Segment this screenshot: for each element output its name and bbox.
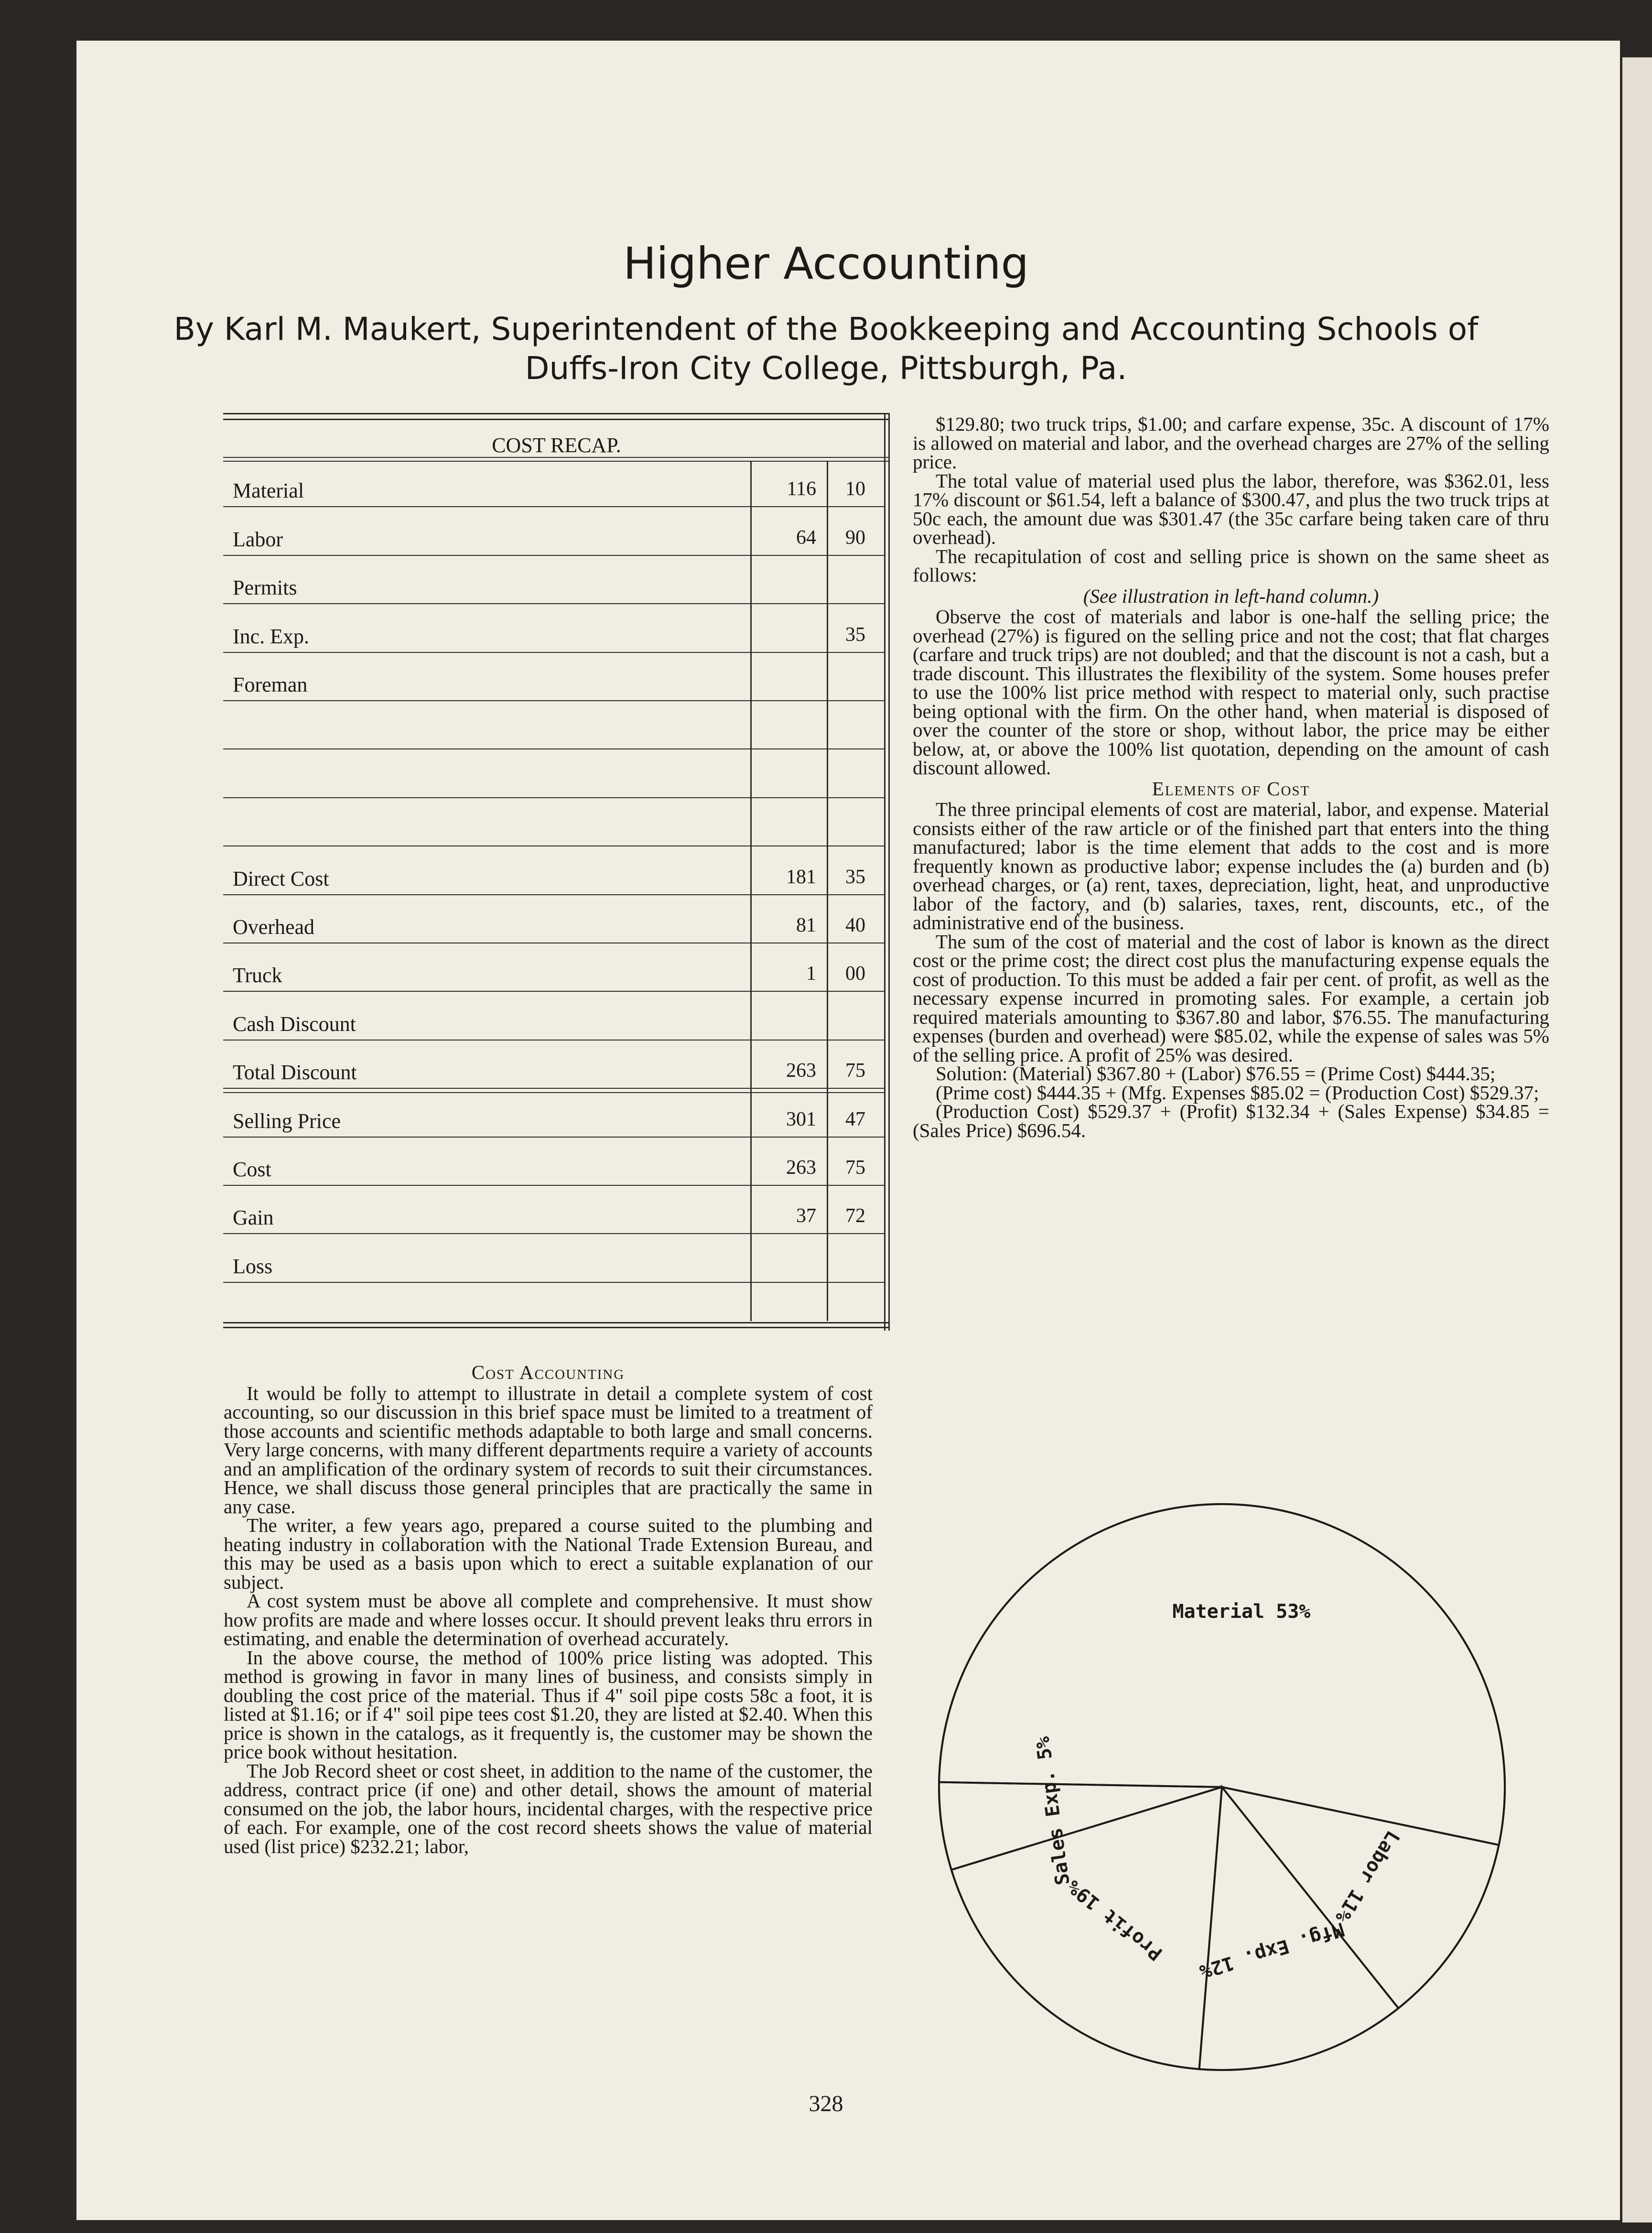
- illustration-note: (See illustration in left-hand column.): [1083, 585, 1379, 607]
- pie-slice-label: Mfg. Exp. 12%: [1197, 1918, 1347, 1983]
- paragraph: (Production Cost) $529.37 + (Profit) $132.34 + (Sales Expense) $34.85 = (Sales Price) $696.54.: [913, 1100, 1549, 1141]
- table-row-label: Cost: [233, 1158, 271, 1181]
- table-row-label: Inc. Exp.: [233, 624, 310, 648]
- section-heading-elements-of-cost: Elements of Cost: [1152, 777, 1310, 800]
- paragraph: The sum of the cost of material and the cost of labor is known as the direct cost or the prime cost; the direct cost plus the manufacturing expense equals the cost of production. To this must be added a fair per cent. of profit, as well as the necessary expense incurred in promoting sales. For example, a certain job required materials amounting to $367.80 and labor, $76.55. The manufacturing expenses (burden and overhead) were $85.02, while the expense of sales was 5% of the selling price. A profit of 25% was desired.: [913, 930, 1549, 1066]
- pie-slice-label: Sales Exp. 5%: [1031, 1735, 1074, 1886]
- table-cell-cents: 90: [845, 526, 865, 549]
- table-cell-cents: 75: [845, 1157, 865, 1179]
- table-cell-dollars: 1: [806, 963, 816, 985]
- page-number: 328: [809, 2091, 843, 2116]
- table-row-label: Loss: [233, 1254, 273, 1278]
- table-row-label: Cash Discount: [233, 1012, 356, 1036]
- table-cell-dollars: 64: [796, 526, 816, 549]
- paragraph: It would be folly to attempt to illustrate in detail a complete system of cost accounting, so our discussion in this brief space must be limited to a treatment of those accounts and scientific methods adaptable to both large and small concerns. Very large concerns, with many different departments require a variety of accounts and an amplification of the ordinary system of records to suit their circumstances. Hence, we shall discuss those general principles that are practically the same in any case.: [224, 1382, 873, 1518]
- paragraph: The recapitulation of cost and selling price is shown on the same sheet as follows:: [913, 545, 1549, 586]
- pie-slice: [1199, 1787, 1399, 2070]
- table-cell-cents: 35: [845, 866, 865, 888]
- table-cell-cents: 72: [845, 1205, 865, 1227]
- table-cell-cents: 10: [845, 478, 865, 500]
- table-cell-dollars: 263: [786, 1157, 816, 1179]
- table-cell-cents: 00: [845, 963, 865, 985]
- table-row-label: Selling Price: [233, 1109, 341, 1133]
- paragraph: The writer, a few years ago, prepared a course suited to the plumbing and heating industry in collaboration with the National Trade Extension Bureau, and this may be used as a basis upon which to erect a suitable explanation of our subject.: [224, 1514, 873, 1593]
- byline-line-1: By Karl M. Maukert, Superintendent of the Bookkeeping and Accounting Schools of: [173, 311, 1479, 347]
- table-cell-dollars: 37: [796, 1205, 816, 1227]
- paragraph: Solution: (Material) $367.80 + (Labor) $76.55 = (Prime Cost) $444.35;: [936, 1062, 1496, 1084]
- table-cell-cents: 35: [845, 623, 865, 646]
- table-cell-dollars: 301: [786, 1108, 816, 1130]
- table-cell-cents: 75: [845, 1060, 865, 1082]
- byline-line-2: Duffs-Iron City College, Pittsburgh, Pa.: [525, 350, 1127, 387]
- paragraph: The total value of material used plus the labor, therefore, was $362.01, less 17% discount or $61.54, left a balance of $300.47, and plus the two truck trips at 50c each, the amount due was $301.47 (the 35c carfare being taken care of thru overhead).: [913, 469, 1549, 548]
- table-row-label: Permits: [233, 576, 297, 600]
- paragraph: A cost system must be above all complete and comprehensive. It must show how profits are made and where losses occur. It should prevent leaks thru errors in estimating, and enable the determination of overhead accurately.: [224, 1590, 873, 1649]
- pie-slice-label: Labor 11%: [1330, 1826, 1404, 1927]
- pie-slice: [939, 1782, 1222, 1870]
- pie-slice-label: Profit 19%: [1063, 1875, 1167, 1965]
- table-row-label: Labor: [233, 527, 283, 551]
- table-row-label: Material: [233, 479, 304, 503]
- table-row-label: Truck: [233, 964, 282, 987]
- section-heading-cost-accounting: Cost Accounting: [471, 1361, 625, 1383]
- article-title: Higher Accounting: [623, 238, 1029, 289]
- table-row-label: Foreman: [233, 673, 308, 696]
- table-title: COST RECAP.: [492, 434, 621, 457]
- paragraph: (Prime cost) $444.35 + (Mfg. Expenses $85.02 = (Production Cost) $529.37;: [936, 1081, 1539, 1104]
- table-cell-cents: 40: [845, 914, 865, 936]
- paragraph: The Job Record sheet or cost sheet, in addition to the name of the customer, the address, contract price (if one) and other detail, shows the amount of material consumed on the job, the labor hours, incidental charges, with the respective price of each. For example, one of the cost record sheets shows the value of material used (list price) $232.21; labor,: [224, 1759, 873, 1857]
- table-row-label: Overhead: [233, 915, 315, 939]
- table-cell-cents: 47: [845, 1108, 865, 1130]
- table-cell-dollars: 81: [796, 914, 816, 936]
- pie-slice-label: Material 53%: [1172, 1601, 1311, 1623]
- paragraph: $129.80; two truck trips, $1.00; and carfare expense, 35c. A discount of 17% is allowed on material and labor, and the overhead charges are 27% of the selling price.: [913, 413, 1549, 473]
- table-cell-dollars: 181: [786, 866, 816, 888]
- table-cell-dollars: 116: [787, 478, 816, 500]
- paragraph: In the above course, the method of 100% price listing was adopted. This method is growing in favor in many lines of business, and consists simply in doubling the cost price of the material. Thus if 4" soil pipe costs 58c a foot, it is listed at $1.16; or if 4" soil pipe tees cost $1.20, they are listed at $2.40. When this price is shown in the catalogs, as it frequently is, the customer may be shown the price book without hesitation.: [224, 1646, 873, 1763]
- table-row-label: Total Discount: [233, 1061, 357, 1084]
- paragraph: The three principal elements of cost are material, labor, and expense. Material consists either of the raw article or of the finished part that enters into the thing manufactured; labor is the time element that adds to the cost and is more frequently known as productive labor; expense includes the (a) burden and (b) overhead charges, or (a) rent, taxes, depreciation, light, heat, and unproductive labor of the factory, and (b) salaries, taxes, rent, discounts, etc., of the administrative end of the business.: [913, 798, 1549, 933]
- paragraph: Observe the cost of materials and labor is one-half the selling price; the overhead (27%) is figured on the selling price and not the cost; that flat charges (carfare and truck trips) are not doubled; and that the discount is not a cash, but a trade discount. This illustrates the flexibility of the system. Some houses prefer to use the 100% list price method with respect to material only, such practise being optional with the firm. On the other hand, when material is disposed of over the counter of the store or shop, without labor, the price may be either below, at, or above the 100% list quotation, depending on the amount of cash discount allowed.: [913, 606, 1549, 779]
- table-row-label: Direct Cost: [233, 867, 329, 890]
- table-row-label: Gain: [233, 1206, 274, 1230]
- table-cell-dollars: 263: [786, 1060, 816, 1082]
